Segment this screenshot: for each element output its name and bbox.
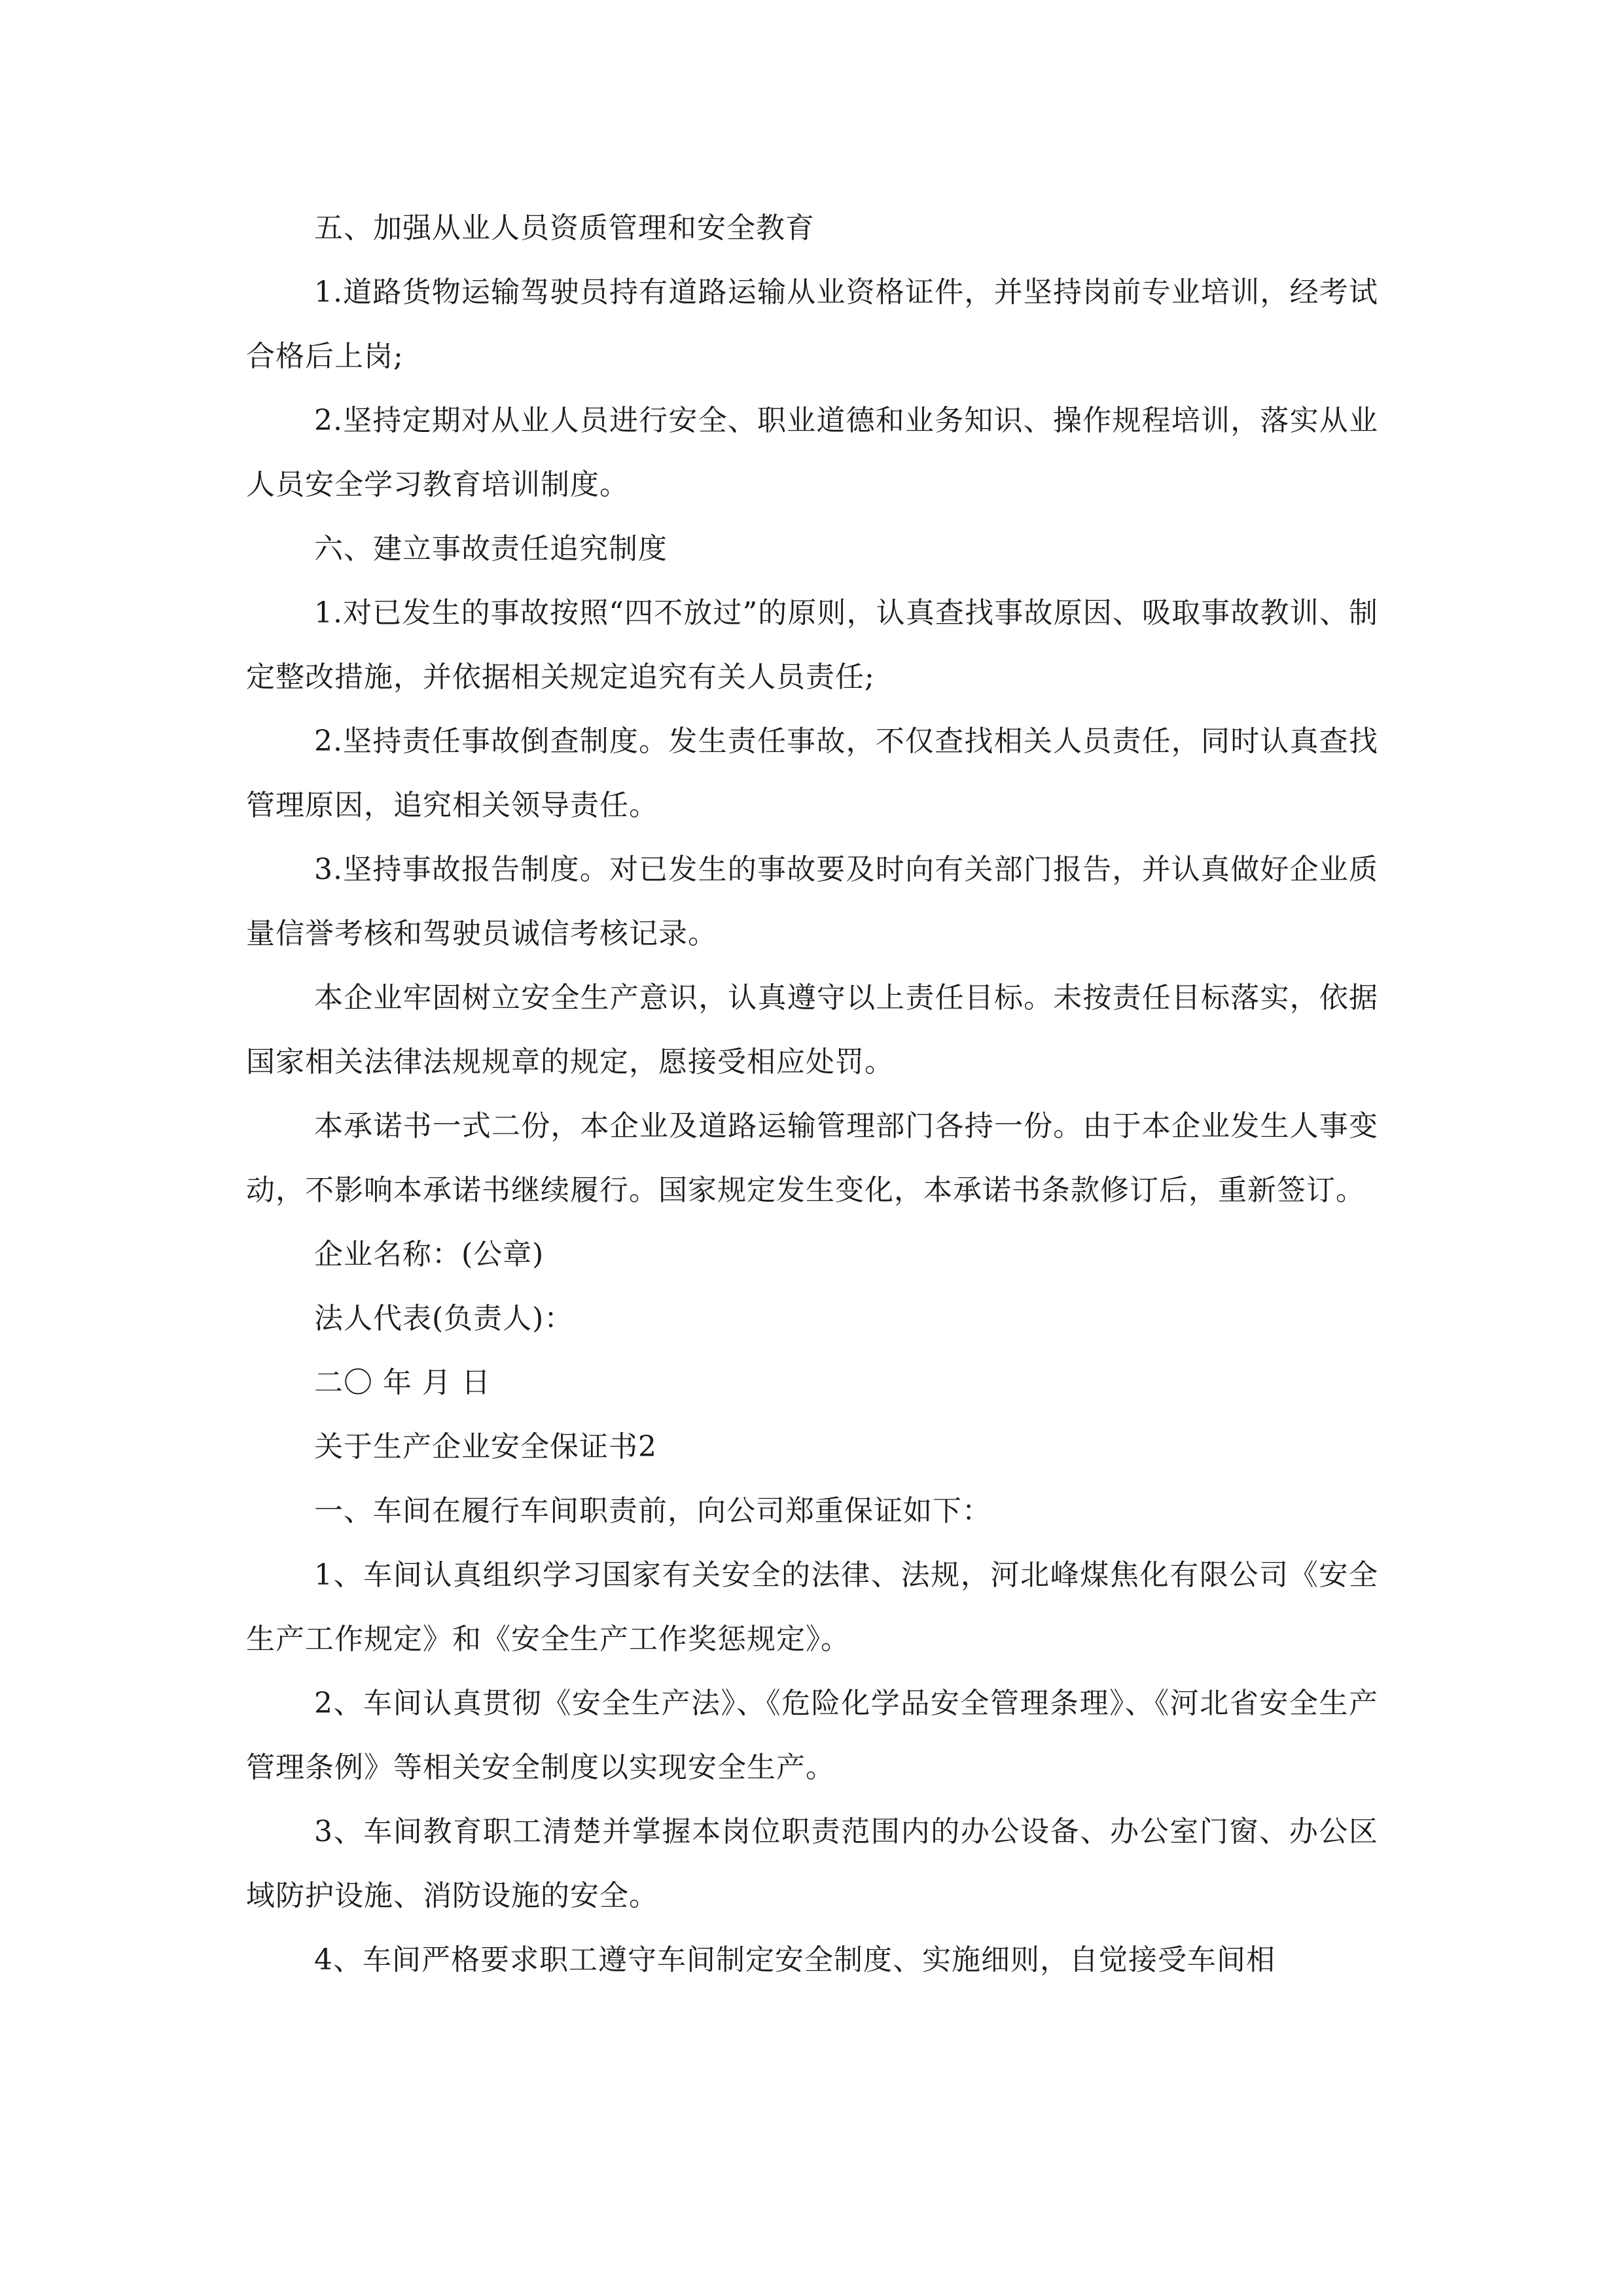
paragraph-staff-training: 2.坚持定期对从业人员进行安全、职业道德和业务知识、操作规程培训，落实从业人员安全学习教育培训制度。 (246, 404, 1378, 501)
section-heading-accountability: 六、建立事故责任追究制度 (314, 532, 668, 565)
section-heading-workshop-pledge: 一、车间在履行车间职责前，向公司郑重保证如下： (314, 1494, 991, 1528)
paragraph-study-regulations: 1、车间认真组织学习国家有关安全的法律、法规，河北峰煤焦化有限公司《安全生产工作规定》和《安全生产工作奖惩规定》。 (246, 1558, 1378, 1656)
section-heading-qualification: 五、加强从业人员资质管理和安全教育 (314, 211, 815, 245)
signature-legal-representative: 法人代表(负责人)： (314, 1302, 574, 1335)
paragraph-commitment: 本企业牢固树立安全生产意识，认真遵守以上责任目标。未按责任目标落实，依据国家相关法律法规规章的规定，愿接受相应处罚。 (246, 981, 1378, 1079)
paragraph-copies: 本承诺书一式二份，本企业及道路运输管理部门各持一份。由于本企业发生人事变动，不影响本承诺书继续履行。国家规定发生变化，本承诺书条款修订后，重新签订。 (246, 1109, 1378, 1207)
paragraph-office-safety: 3、车间教育职工清楚并掌握本岗位职责范围内的办公设备、办公室门窗、办公区域防护设施、消防设施的安全。 (246, 1815, 1378, 1912)
paragraph-four-no-pass: 1.对已发生的事故按照“四不放过”的原则，认真查找事故原因、吸取事故教训、制定整改措施，并依据相关规定追究有关人员责任; (246, 596, 1378, 694)
document-title-2: 关于生产企业安全保证书2 (314, 1430, 657, 1463)
signature-company-name: 企业名称：(公章) (314, 1238, 544, 1271)
document-body (246, 196, 1378, 1992)
paragraph-workshop-rules: 4、车间严格要求职工遵守车间制定安全制度、实施细则，自觉接受车间相 (314, 1943, 1275, 1977)
paragraph-driver-certification: 1.道路货物运输驾驶员持有道路运输从业资格证件，并坚持岗前专业培训，经考试合格后上岗; (246, 276, 1378, 373)
paragraph-accident-reporting: 3.坚持事故报告制度。对已发生的事故要及时向有关部门报告，并认真做好企业质量信誉考核和驾驶员诚信考核记录。 (246, 853, 1378, 950)
paragraph-reverse-investigation: 2.坚持责任事故倒查制度。发生责任事故，不仅查找相关人员责任，同时认真查找管理原因，追究相关领导责任。 (246, 725, 1378, 822)
signature-date: 二〇 年 月 日 (314, 1366, 491, 1399)
paragraph-implement-laws: 2、车间认真贯彻《安全生产法》、《危险化学品安全管理条理》、《河北省安全生产管理条例》等相关安全制度以实现安全生产。 (246, 1687, 1378, 1784)
